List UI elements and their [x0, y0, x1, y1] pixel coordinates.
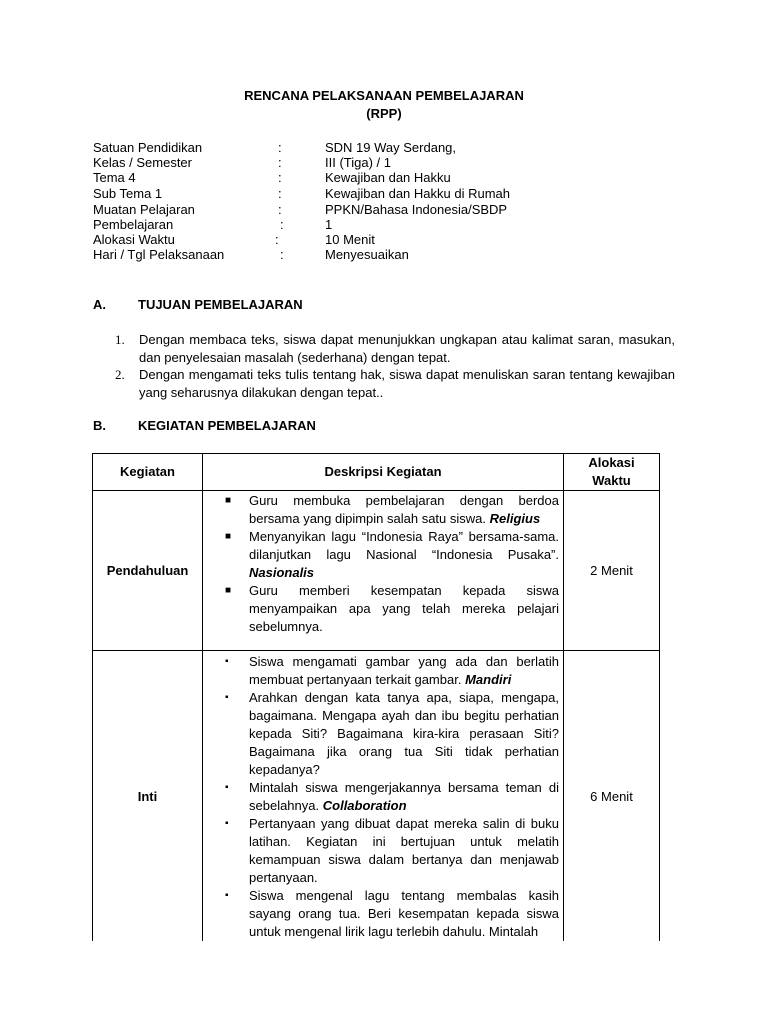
character-tag: Religius	[489, 511, 541, 526]
identity-colon: :	[280, 217, 284, 232]
identity-colon: :	[280, 247, 284, 262]
item-text: Guru memberi kesempatan kepada siswa menyampaikan apa yang telah mereka pelajari sebelumnya.	[249, 583, 559, 634]
objective-text: Dengan membaca teks, siswa dapat menunjukkan ungkapan atau kalimat saran, masukan, dan penyelesaian masalah (sederhana) dengan tepat.	[139, 332, 675, 365]
item-text: Menyanyikan lagu “Indonesia Raya” bersama-sama. dilanjutkan lagu Nasional “Indonesia Pusaka”.	[249, 529, 559, 562]
identity-value: 10 Menit	[325, 232, 375, 247]
identity-colon: :	[278, 155, 282, 170]
row-alokasi: 2 Menit	[564, 491, 660, 651]
row-alokasi: 6 Menit	[564, 651, 660, 942]
row-deskripsi	[203, 651, 564, 942]
section-title: TUJUAN PEMBELAJARAN	[138, 297, 303, 312]
identity-label: Pembelajaran	[93, 217, 174, 232]
header-kegiatan: Kegiatan	[93, 454, 203, 491]
objective-number: 2.	[115, 367, 125, 382]
objective-number: 1.	[115, 332, 125, 347]
bullet-icon: ▪	[225, 782, 229, 793]
identity-colon: :	[278, 140, 282, 155]
document-title: RENCANA PELAKSANAAN PEMBELAJARAN	[244, 88, 524, 103]
character-tag: Collaboration	[322, 798, 407, 813]
activity-table	[92, 453, 660, 941]
objective-item	[115, 331, 675, 367]
list-item	[203, 887, 559, 941]
identity-label: Kelas / Semester	[93, 155, 192, 170]
bullet-icon: ▪	[225, 656, 229, 667]
bullet-icon: ■	[225, 531, 232, 542]
list-item	[203, 653, 559, 689]
identity-value: SDN 19 Way Serdang,	[325, 140, 457, 155]
identity-value: 1	[325, 217, 333, 232]
bullet-icon: ▪	[225, 890, 229, 901]
row-kegiatan: Inti	[93, 651, 203, 942]
identity-label: Sub Tema 1	[93, 186, 163, 201]
item-text: Siswa mengenal lagu tentang membalas kasih sayang orang tua. Beri kesempatan kepada siswa untuk mengenal lirik lagu terlebih dahulu. Mintalah	[249, 888, 559, 939]
identity-value: Kewajiban dan Hakku di Rumah	[325, 186, 510, 201]
character-tag: Nasionalis	[249, 565, 315, 580]
table-header-row	[93, 454, 660, 491]
table-row	[93, 651, 660, 942]
identity-label: Muatan Pelajaran	[93, 202, 195, 217]
identity-value: III (Tiga) / 1	[325, 155, 391, 170]
list-item	[203, 492, 559, 528]
bullet-icon: ■	[225, 585, 232, 596]
list-item	[203, 528, 559, 582]
section-title: KEGIATAN PEMBELAJARAN	[138, 418, 316, 433]
identity-colon: :	[278, 186, 282, 201]
activity-list	[203, 492, 563, 636]
identity-value: Menyesuaikan	[325, 247, 409, 262]
header-alokasi: Alokasi Waktu	[564, 454, 660, 491]
bullet-icon: ▪	[225, 818, 229, 829]
item-text: Guru membuka pembelajaran dengan berdoa bersama yang dipimpin salah satu siswa.	[249, 493, 559, 526]
item-text: Siswa mengamati gambar yang ada dan berlatih membuat pertanyaan terkait gambar.	[249, 654, 559, 687]
identity-colon: :	[275, 232, 279, 247]
identity-value: Kewajiban dan Hakku	[325, 170, 451, 185]
document-subtitle: (RPP)	[366, 106, 402, 121]
item-text: Arahkan dengan kata tanya apa, siapa, mengapa, bagaimana. Mengapa ayah dan ibu begitu perhatian kepada Siti? Bagaimana kira-kira perasaan Siti? Bagaimana jika orang tua Siti tidak perhatian kepadanya?	[249, 690, 559, 777]
section-letter: B.	[93, 418, 106, 433]
item-text: Pertanyaan yang dibuat dapat mereka salin di buku latihan. Kegiatan ini bertujuan untuk melatih kemampuan siswa dalam bertanya dan menjawab pertanyaan.	[249, 816, 559, 885]
list-item	[203, 582, 559, 636]
row-kegiatan: Pendahuluan	[93, 491, 203, 651]
list-item	[203, 815, 559, 887]
bullet-icon: ■	[225, 495, 232, 506]
table-row	[93, 491, 660, 651]
bullet-icon: ▪	[225, 692, 229, 703]
section-letter: A.	[93, 297, 106, 312]
identity-label: Tema 4	[93, 170, 136, 185]
character-tag: Mandiri	[465, 672, 512, 687]
row-deskripsi	[203, 491, 564, 651]
header-deskripsi: Deskripsi Kegiatan	[203, 454, 564, 491]
identity-label: Hari / Tgl Pelaksanaan	[93, 247, 225, 262]
identity-value: PPKN/Bahasa Indonesia/SBDP	[325, 202, 508, 217]
objective-item	[115, 366, 675, 402]
item-text: Mintalah siswa mengerjakannya bersama teman di sebelahnya.	[249, 780, 559, 813]
identity-colon: :	[278, 170, 282, 185]
identity-colon: :	[278, 202, 282, 217]
activity-list	[203, 653, 563, 941]
list-item	[203, 779, 559, 815]
list-item	[203, 689, 559, 779]
identity-label: Alokasi Waktu	[93, 232, 175, 247]
objective-text: Dengan mengamati teks tulis tentang hak, siswa dapat menuliskan saran tentang kewajiban yang seharusnya dilakukan dengan tepat..	[139, 367, 675, 400]
identity-label: Satuan Pendidikan	[93, 140, 203, 155]
